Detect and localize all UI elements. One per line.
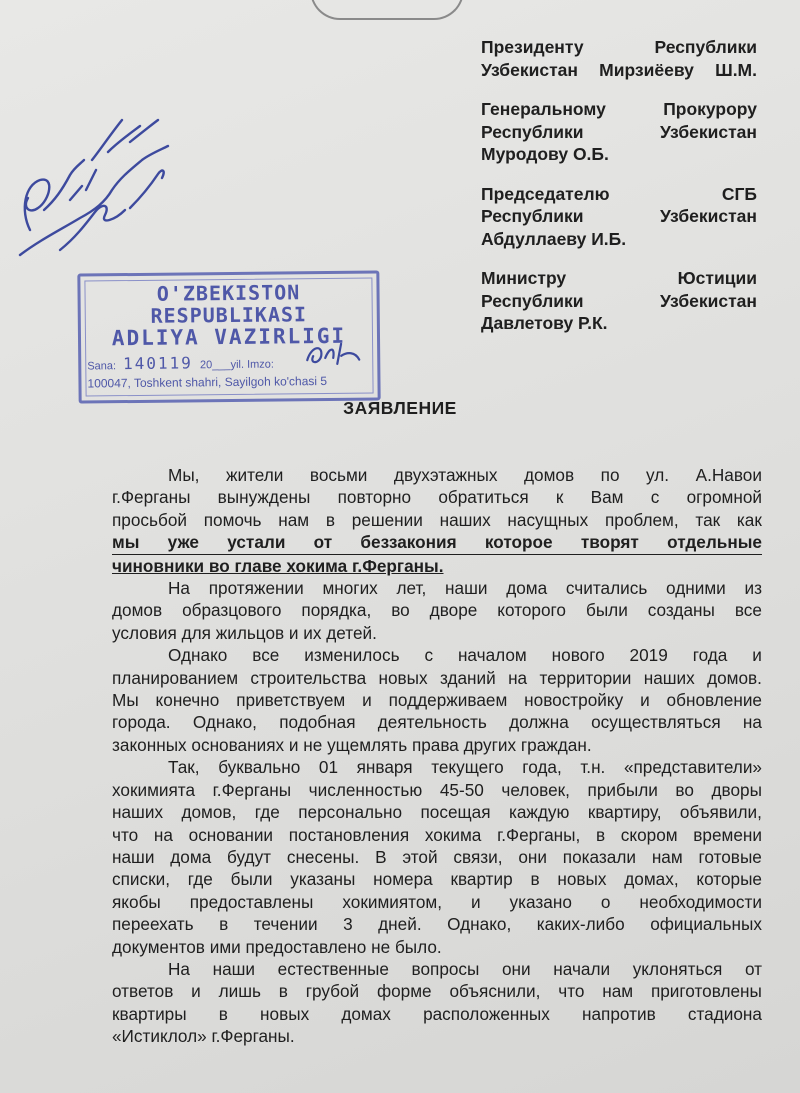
body-line: чиновники во главе хокима г.Ферганы. [112, 555, 444, 576]
addressee-line: Генеральному Прокурору [481, 99, 757, 119]
body-line: списки, где были указаны номера квартир в новых домах, которые [112, 869, 762, 890]
body-line: наших домов, где персонально посещая каждую квартиру, объявили, [112, 802, 762, 823]
addressee-line: Президенту Республики [481, 37, 757, 57]
body-line: планированием строительства новых зданий на территории наших домов. [112, 667, 762, 688]
body-line: переехать в течении 3 дней. Однако, каких-либо официальных [112, 914, 762, 935]
addressee-line: Давлетову Р.К. [481, 313, 608, 333]
handwritten-note-signature [0, 90, 200, 270]
body-line: условия для жильцов и их детей. [112, 622, 377, 643]
body-line: просьбой помочь нам в решении наших насущных проблем, так как [112, 509, 762, 530]
top-scribble [310, 0, 464, 20]
addressee-2 [481, 183, 757, 251]
body-line: Мы конечно приветствуем и поддерживаем новостройку и обновление [112, 690, 762, 711]
body-line: ответов и лишь в грубой форме объяснили, что нам приготовлены [112, 981, 762, 1002]
addressee-line: Председателю СГБ [481, 183, 757, 204]
body-line: квартиры в новых домах расположенных напротив стадиона [112, 1003, 762, 1024]
addressee-1 [481, 98, 757, 166]
body-line: законных основаниях и не ущемлять права других граждан. [112, 734, 592, 755]
body-line: Однако все изменилось с началом нового 2019 года и [168, 645, 762, 666]
body-line: хокимията г.Ферганы численностью 45-50 человек, прибыли во дворы [112, 779, 762, 800]
body-line: якобы предоставлены хокимиятом, и указано о необходимости [112, 891, 762, 912]
stamp-line-2: RESPUBLIKASI [150, 302, 308, 328]
stamp-line-3: ADLIYA VAZIRLIGI [111, 323, 347, 351]
body-line: документов ими предоставлено не было. [112, 936, 442, 957]
body-line: Так, буквально 01 января текущего года, т.н. «представители» [168, 757, 762, 778]
body-line: На наши естественные вопросы они начали уклоняться от [168, 958, 762, 979]
body-line: г.Ферганы вынуждены повторно обратиться к Вам с огромной [112, 487, 762, 508]
addressee-line: Республики Узбекистан [481, 121, 757, 142]
stamp-signature-icon [303, 338, 363, 373]
stamp-sana-label: Sana: [87, 360, 117, 373]
ministry-stamp [77, 270, 380, 403]
body-line: что на основании постановления хокима г.Ферганы, в скором времени [112, 824, 762, 845]
stamp-line-1: O'ZBEKISTON [156, 280, 301, 306]
body-line: «Истиклол» г.Ферганы. [112, 1026, 295, 1047]
body-line: наши дома будут снесены. В этой связи, они показали нам готовые [112, 846, 762, 867]
addressee-line: Республики Узбекистан [481, 206, 757, 226]
addressee-line: Министру Юстиции [481, 268, 757, 288]
document-body [112, 464, 762, 1048]
stamp-number: 140119 [122, 353, 193, 374]
stamp-date-row [87, 353, 274, 374]
body-line: домов образцового порядка, во дворе которого были созданы все [112, 600, 762, 621]
addressee-3 [481, 267, 757, 335]
body-line: Мы, жители восьми двухэтажных домов по ул. А.Навои [168, 465, 762, 485]
body-line: города. Однако, подобная деятельность должна осуществляться на [112, 712, 762, 733]
body-line: На протяжении многих лет, наши дома считались одними из [168, 578, 762, 599]
document-title: ЗАЯВЛЕНИЕ [343, 398, 457, 418]
stamp-address: 100047, Toshkent shahri, Sayilgoh ko'chasi 5 [87, 373, 328, 391]
addressee-0 [481, 36, 757, 81]
addressee-block [481, 36, 757, 352]
stamp-year-label: 20___yil. Imzo: [199, 358, 275, 372]
addressee-line: Абдуллаеву И.Б. [481, 228, 627, 249]
addressee-line: Узбекистан Мирзиёеву Ш.М. [481, 59, 757, 80]
body-line: мы уже устали от беззакония которое творят отдельные [112, 531, 762, 554]
addressee-line: Муродову О.Б. [481, 144, 609, 164]
addressee-line: Республики Узбекистан [481, 290, 757, 311]
